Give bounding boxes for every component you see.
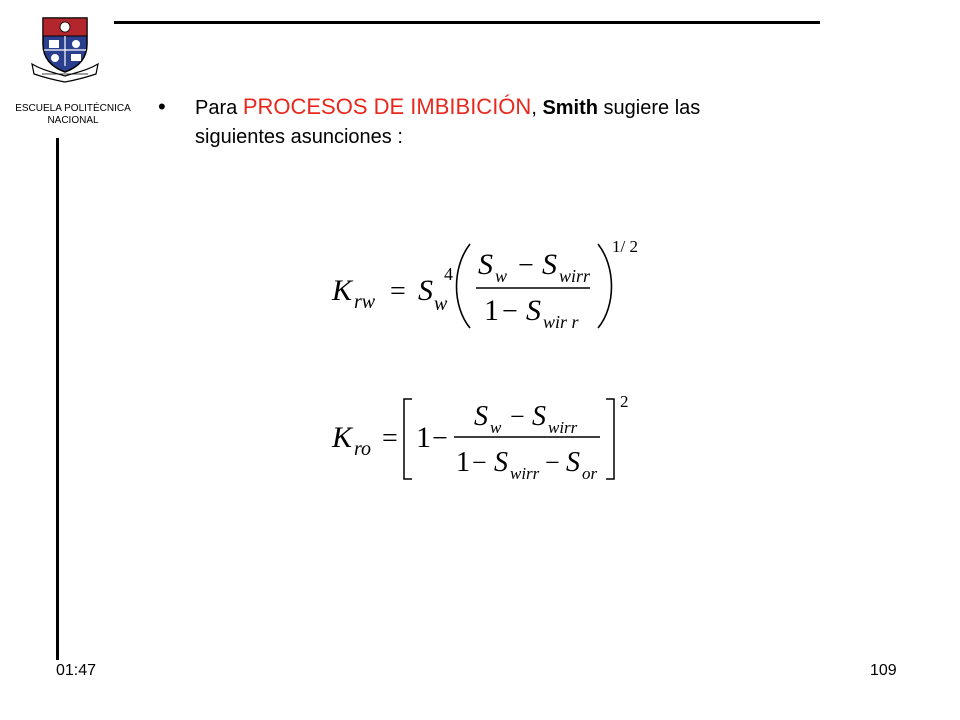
highlight-text: PROCESOS DE IMBIBICIÓN [242,94,532,119]
kro-num-minus: − [510,402,525,431]
kro-num-S1: S [474,401,488,432]
krw-num-S2: S [542,248,557,281]
kro-eq: = [382,423,398,454]
bullet-prefix: Para [195,97,243,119]
kro-num-S2: S [532,401,546,432]
kro-den-1: 1 [456,447,470,478]
krw-K: K [332,274,353,307]
krw-K-sub: rw [354,291,376,313]
kro-den-S2-sub: or [582,464,598,483]
author-name: Smith [542,97,598,119]
equation-kro [330,395,660,485]
krw-exponent: 1/ 2 [612,237,638,256]
kro-den-minus2: − [545,448,560,477]
bullet-comma: , [531,97,543,119]
krw-num-minus: − [518,250,534,281]
krw-left-paren [457,244,471,328]
equation-krw [330,232,660,332]
institution-crest-icon [28,14,102,86]
bullet-text [195,92,845,152]
kro-one: 1 [416,421,431,454]
kro-num-S2-sub: wirr [548,418,578,437]
bullet-icon: • [158,94,166,119]
institution-name-line2: NACIONAL [47,115,99,126]
kro-minus: − [432,423,448,454]
bullet-rest-line2: siguientes asunciones : [195,126,403,148]
kro-den-minus1: − [472,448,487,477]
institution-name [8,103,138,127]
footer-time: 01:47 [56,662,97,679]
krw-S: S [418,274,433,307]
krw-den-minus: − [502,296,518,327]
krw-num-S1-sub: w [495,266,508,286]
page-number: 109 [870,662,897,679]
kro-den-S1-sub: wirr [510,464,540,483]
krw-eq: = [390,276,406,307]
side-divider [56,138,59,660]
top-divider [114,21,820,24]
krw-den-S: S [526,294,541,327]
krw-num-S2-sub: wirr [559,266,591,286]
kro-K: K [332,421,353,454]
krw-S-sub: w [434,293,448,315]
krw-right-paren [598,244,612,328]
krw-power4: 4 [444,264,453,284]
kro-num-S1-sub: w [490,418,502,437]
krw-num-S1: S [478,248,493,281]
kro-exponent: 2 [620,395,629,411]
krw-den-S-sub: wir r [543,312,579,332]
kro-left-bracket [404,399,412,479]
kro-den-S1: S [494,447,508,478]
kro-den-S2: S [566,447,580,478]
bullet-rest-line1: sugiere las [598,97,701,119]
kro-K-sub: ro [354,438,372,460]
krw-den-1: 1 [484,294,499,327]
kro-right-bracket [606,399,614,479]
institution-name-line1: ESCUELA POLITÉCNICA [15,103,131,114]
